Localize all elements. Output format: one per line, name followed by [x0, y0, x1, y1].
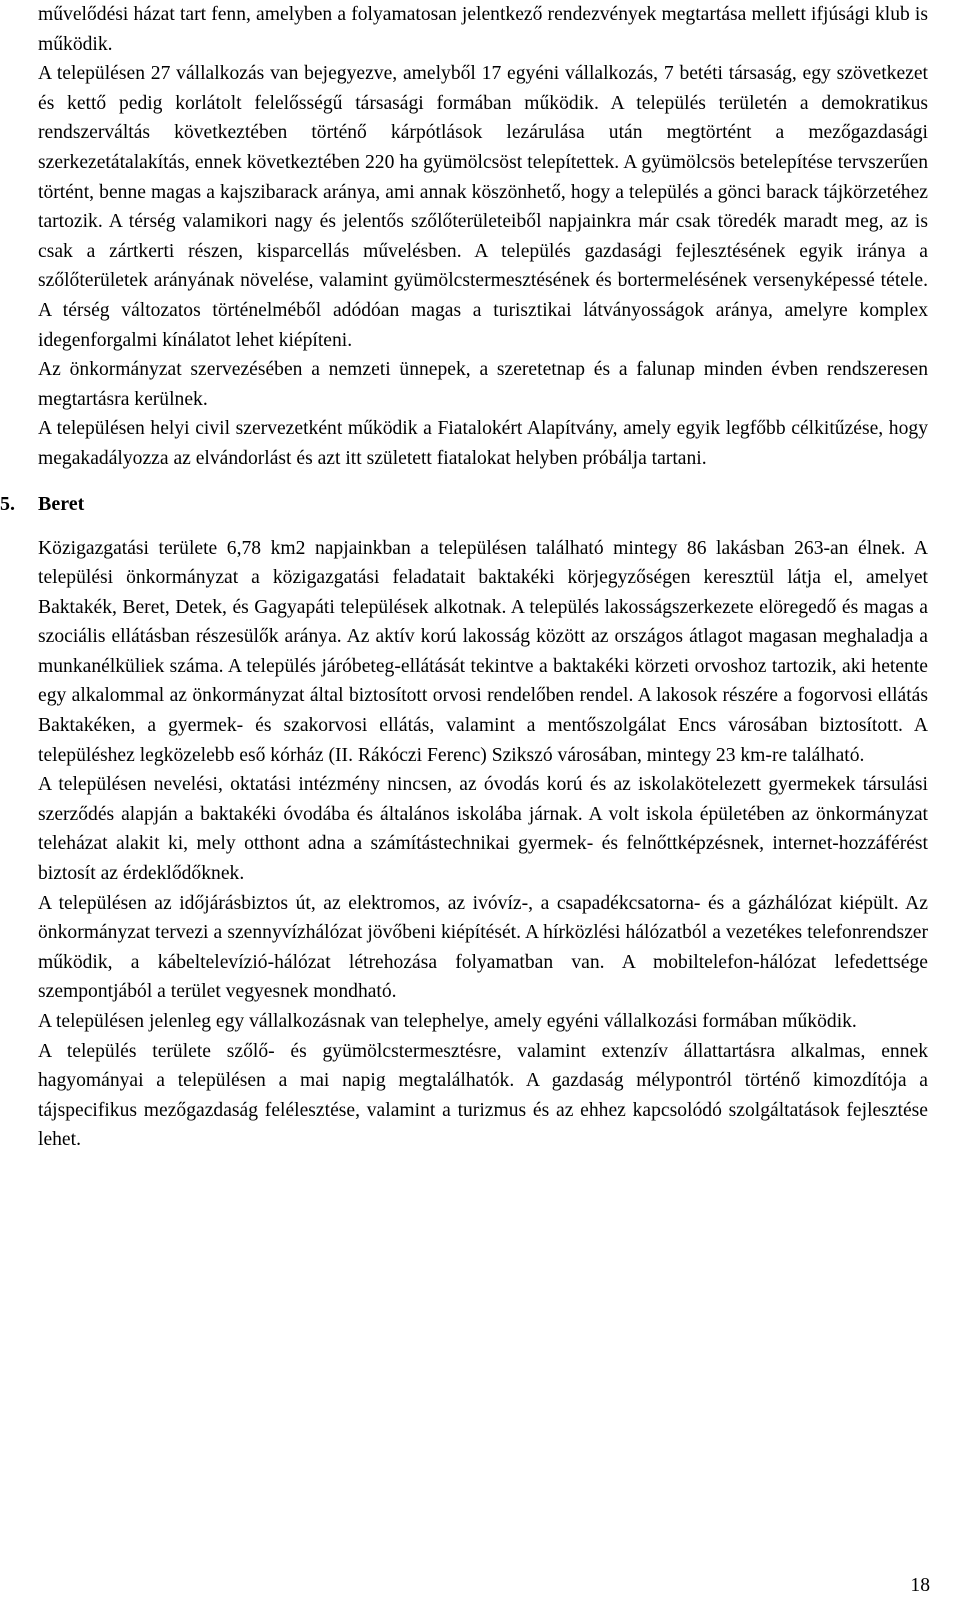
- section-title: Beret: [38, 492, 85, 515]
- paragraph: A településen helyi civil szervezetként működik a Fiatalokért Alapítvány, amely egyik legfőbb célkitűzése, hogy megakadályozza az elvándorlást és azt itt született fiatalokat helyben próbálja tartani.: [38, 418, 928, 469]
- section-number: 5.: [0, 492, 15, 515]
- paragraph: Közigazgatási területe 6,78 km2 napjainkban a településen található mintegy 86 lakásban 263-an élnek. A települési önkormányzat a közigazgatási feladatait baktakéki körjegyzőségen keresztül látja el, amelyet Baktakék, Beret, Detek, és Gagyapáti települések alkotnak. A település lakosságszerkezete elöregedő és magas a szociális ellátásban részesülők aránya. Az aktív korú lakosság között az országos átlagot magasan meghaladja a munkanélküliek száma. A település járóbeteg-ellátását tekintve a baktakéki körzeti orvoshoz tartozik, aki hetente egy alkalommal az önkormányzat által biztosított orvosi rendelőben rendel. A lakosok részére a fogorvosi ellátás Baktakéken, a gyermek- és szakorvosi ellátás, valamint a mentőszolgálat Encs városában biztosított. A településhez legközelebb eső kórház (II. Rákóczi Ferenc) Szikszó városában, mintegy 23 km-re található.: [38, 537, 928, 766]
- paragraph: Az önkormányzat szervezésében a nemzeti ünnepek, a szeretetnap és a falunap minden évben rendszeresen megtartásra kerülnek.: [38, 359, 928, 410]
- paragraph: A településen az időjárásbiztos út, az elektromos, az ivóvíz-, a csapadékcsatorna- és a gázhálózat kiépült. Az önkormányzat tervezi a szennyvízhálózat jövőbeni kiépítését. A hírközlési hálózatból a vezetékes telefonrendszer működik, a kábeltelevízió-hálózat létrehozása folyamatban van. A mobiltelefon-hálózat lefedettsége szempontjából a terület vegyesnek mondható.: [38, 892, 928, 1003]
- paragraph: A település területe szőlő- és gyümölcstermesztésre, valamint extenzív állattartásra alkalmas, ennek hagyományai a településen a mai napig megtalálhatók. A gazdaság mélypontról történő kimozdítója a tájspecifikus mezőgazdaság felélesztése, valamint a turizmus és az ehhez kapcsolódó szolgáltatások fejlesztése lehet.: [38, 1040, 928, 1151]
- section-heading: [0, 488, 928, 520]
- paragraph: A településen nevelési, oktatási intézmény nincsen, az óvodás korú és az iskolakötelezett gyermekek társulási szerződés alapján a baktakéki óvodába és általános iskolába járnak. A volt iskola épületében az önkormányzat teleházat alakit ki, mely otthont adna a számítástechnikai gyermek- és felnőttképzésnek, internet-hozzáférést biztosít az érdeklődőknek.: [38, 774, 928, 885]
- paragraph: művelődési házat tart fenn, amelyben a folyamatosan jelentkező rendezvények megtartása mellett ifjúsági klub is működik.: [38, 4, 928, 55]
- paragraph: A településen 27 vállalkozás van bejegyezve, amelyből 17 egyéni vállalkozás, 7 betéti társaság, egy szövetkezet és kettő pedig korlátolt felelősségű társasági formában működik. A település területén a demokratikus rendszerváltás következtében történő kárpótlások lezárulása után megtörtént a mezőgazdasági szerkezetátalakítás, ennek következtében 220 ha gyümölcsöst telepítettek. A gyümölcsös betelepítése tervszerűen történt, benne magas a kajszibarack aránya, ami annak köszönhető, hogy a település a gönci barack tájkörzetéhez tartozik. A térség valamikori nagy és jelentős szőlőterületeiből napjainkra már csak töredék maradt meg, az is csak a zártkerti részen, kisparcellás művelésben. A település gazdasági fejlesztésének egyik iránya a szőlőterületek arányának növelése, valamint gyümölcstermesztésének és bortermelésének versenyképessé tétele. A térség változatos történelméből adódóan magas a turisztikai látványosságok aránya, amelyre komplex idegenforgalmi kínálatot lehet kiépíteni.: [38, 63, 928, 351]
- page-number: 18: [910, 1575, 930, 1596]
- paragraph: A településen jelenleg egy vállalkozásnak van telephelye, amely egyéni vállalkozási formában működik.: [38, 1011, 857, 1032]
